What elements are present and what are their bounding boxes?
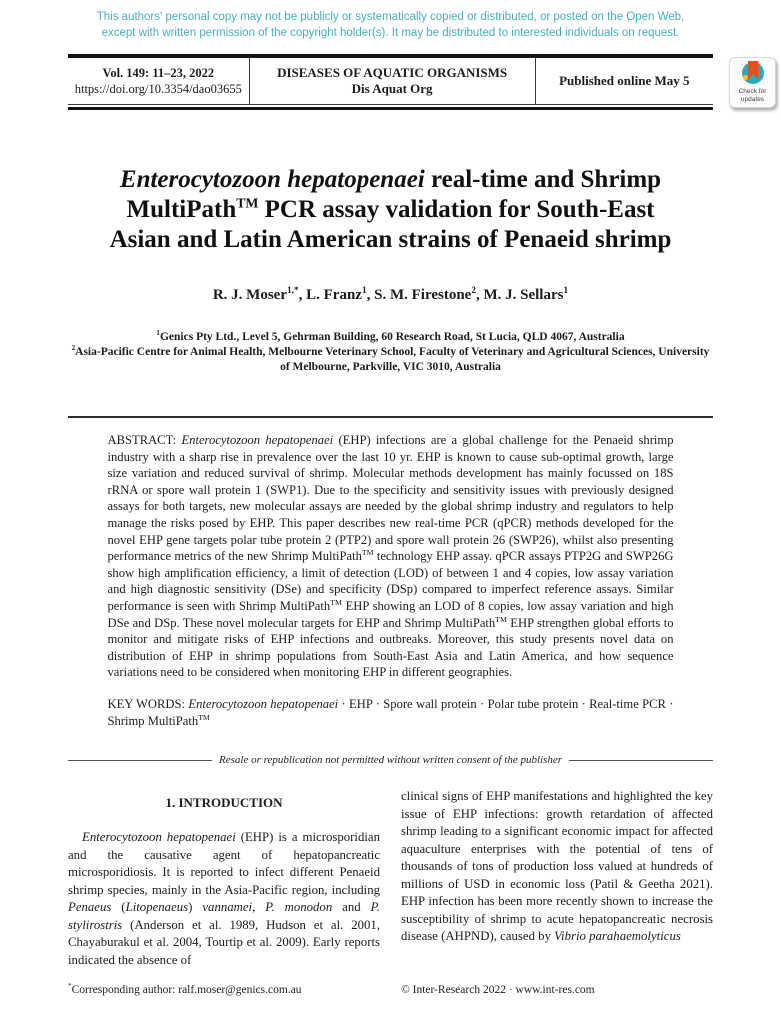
affiliation-1: $^1$Genics Pty Ltd., Level 5, Gehrman Building, 60 Research Road, St Lucia, QLD 4067, Australia (156, 329, 625, 343)
copyright-banner-line1: This authors' personal copy may not be publicly or systematically copied or distributed, or posted on the Open Web, (96, 11, 685, 23)
paper-title (68, 165, 713, 255)
copyright-banner (0, 0, 781, 41)
copyright-banner-line2: except with written permission of the copyright holder(s). It may be distributed to interested individuals on request. (101, 27, 680, 39)
left-column (68, 788, 380, 969)
resale-rule-left (68, 760, 212, 761)
check-for-updates-badge[interactable] (729, 57, 776, 108)
intro-paragraph-right: clinical signs of EHP manifestations and highlighted the key issue of EHP infections: growth retardation of affected shrimp leading to a significant economic impact for affected aquaculture enterprises with the potential of tens of thousands of tons of production loss valued at hundreds of millions of USD in economic loss (Patil & Geetha 2021). EHP infection has been more recently shown to increase the susceptibility of shrimp to acute hepatopancreatic necrosis disease (AHPND), caused by Vibrio parahaemolyticus (401, 789, 713, 944)
publish-date-cell (536, 58, 713, 104)
resale-rule-right (569, 760, 713, 761)
correspondence-note[interactable]: *Corresponding author: ralf.moser@genics.com.au (68, 982, 302, 997)
resale-notice-text: Resale or republication not permitted without written consent of the publisher (219, 754, 563, 767)
paper-title-line3: Asian and Latin American strains of Penaeid shrimp (109, 226, 672, 253)
doi-link[interactable]: https://doi.org/10.3354/dao03655 (74, 82, 242, 96)
page-footer (68, 983, 713, 997)
crossmark-dot (743, 75, 748, 80)
check-for-updates-label (739, 88, 767, 104)
journal-abbrev: Dis Aquat Org (351, 81, 433, 96)
authors-line: R. J. Moser$^{1,*}$, L. Franz$^1$, S. M. Firestone$^2$, M. J. Sellars$^1$ (212, 286, 569, 303)
body-columns (68, 788, 713, 969)
paper-title-line1: Enterocytozoon hepatopenaei real-time and Shrimp (119, 166, 662, 193)
masthead-row (68, 58, 713, 105)
check-for-updates-label-line1: Check for (738, 88, 767, 95)
abstract-paragraph: ABSTRACT: Enterocytozoon hepatopenaei (EHP) infections are a global challenge for the Penaeid shrimp industry with a sharp rise in prevalence over the last 10 yr. EHP is known to cause sub-optimal growth, large size variation and reduced survival of shrimp. Molecular methods development has mainly focussed on 18S rRNA or spore wall protein 1 (SWP1). Due to the specificity and sensitivity issues with previously designed assays for both targets, new molecular assays are needed by the global shrimp industry and regulators to help manage the risks posed by EHP. This paper describes new real-time PCR (qPCR) methods developed for the novel EHP gene targets polar tube protein 2 (PTP2) and spore wall protein 26 (SWP26), whilst also presenting performance metrics of the new Shrimp MultiPath™ technology EHP assay. qPCR assays PTP2G and SWP26G show high amplification efficiency, a limit of detection (LOD) of between 1 and 4 copies, low assay variation and high diagnostic sensitivity (DSe) and specificity (DSp) compared to imperfect reference assays. Similar performance is seen with Shrimp MultiPath™ EHP showing an LOD of 8 copies, low assay variation and high DSe and DSp. These novel molecular targets for EHP and Shrimp MultiPath™ EHP strengthen global efforts to monitor and mitigate risks of EHP infections and outbreaks. Moreover, this study presents novel data on distribution of EHP in shrimp populations from South-East Asia and Latin America, and how sequence variations need to be considered when monitoring EHP in different geographies. (107, 433, 674, 680)
intro-paragraph-left: Enterocytozoon hepatopenaei (EHP) is a microsporidian and the causative agent of hepatopancreatic microsporidiosis. It is reported to infect different Penaeid shrimp species, mainly in the Asia-Pacific region, including Penaeus (Litopenaeus) vannamei, P. monodon and P. stylirostris (Anderson et al. 1989, Hudson et al. 2001, Chayaburakul et al. 2004, Tourtip et al. 2009). Early reports indicated the absence of (68, 830, 380, 967)
publisher-copyright: © Inter-Research 2022 · www.int-res.com (401, 984, 595, 997)
volume-label: Vol. 149: 11–23, 2022 (102, 66, 215, 80)
intro-heading: 1. INTRODUCTION (165, 795, 283, 811)
paper-title-line2: MultiPath™ PCR assay validation for South-East (126, 195, 655, 223)
publish-date: Published online May 5 (559, 73, 690, 88)
affiliations-block (68, 330, 713, 375)
crossmark-icon (740, 61, 766, 87)
abstract-divider-rule (68, 416, 713, 418)
check-for-updates-label-line2: updates (740, 96, 765, 103)
volume-info-cell (68, 58, 249, 104)
journal-name-cell (249, 58, 536, 104)
journal-masthead (68, 54, 713, 110)
keywords-paragraph: KEY WORDS: Enterocytozoon hepatopenaei · EHP · Spore wall protein · Polar tube protein · Real-time PCR · Shrimp MultiPath™ (107, 696, 674, 728)
resale-notice (68, 754, 713, 767)
journal-name: DISEASES OF AQUATIC ORGANISMS (277, 65, 508, 80)
right-column (401, 788, 713, 969)
affiliation-2: $^2$Asia-Pacific Centre for Animal Health, Melbourne Veterinary School, Faculty of Veterinary and Agricultural Sciences, University of Melbourne, Parkville, VIC 3010, Australia (71, 344, 710, 373)
